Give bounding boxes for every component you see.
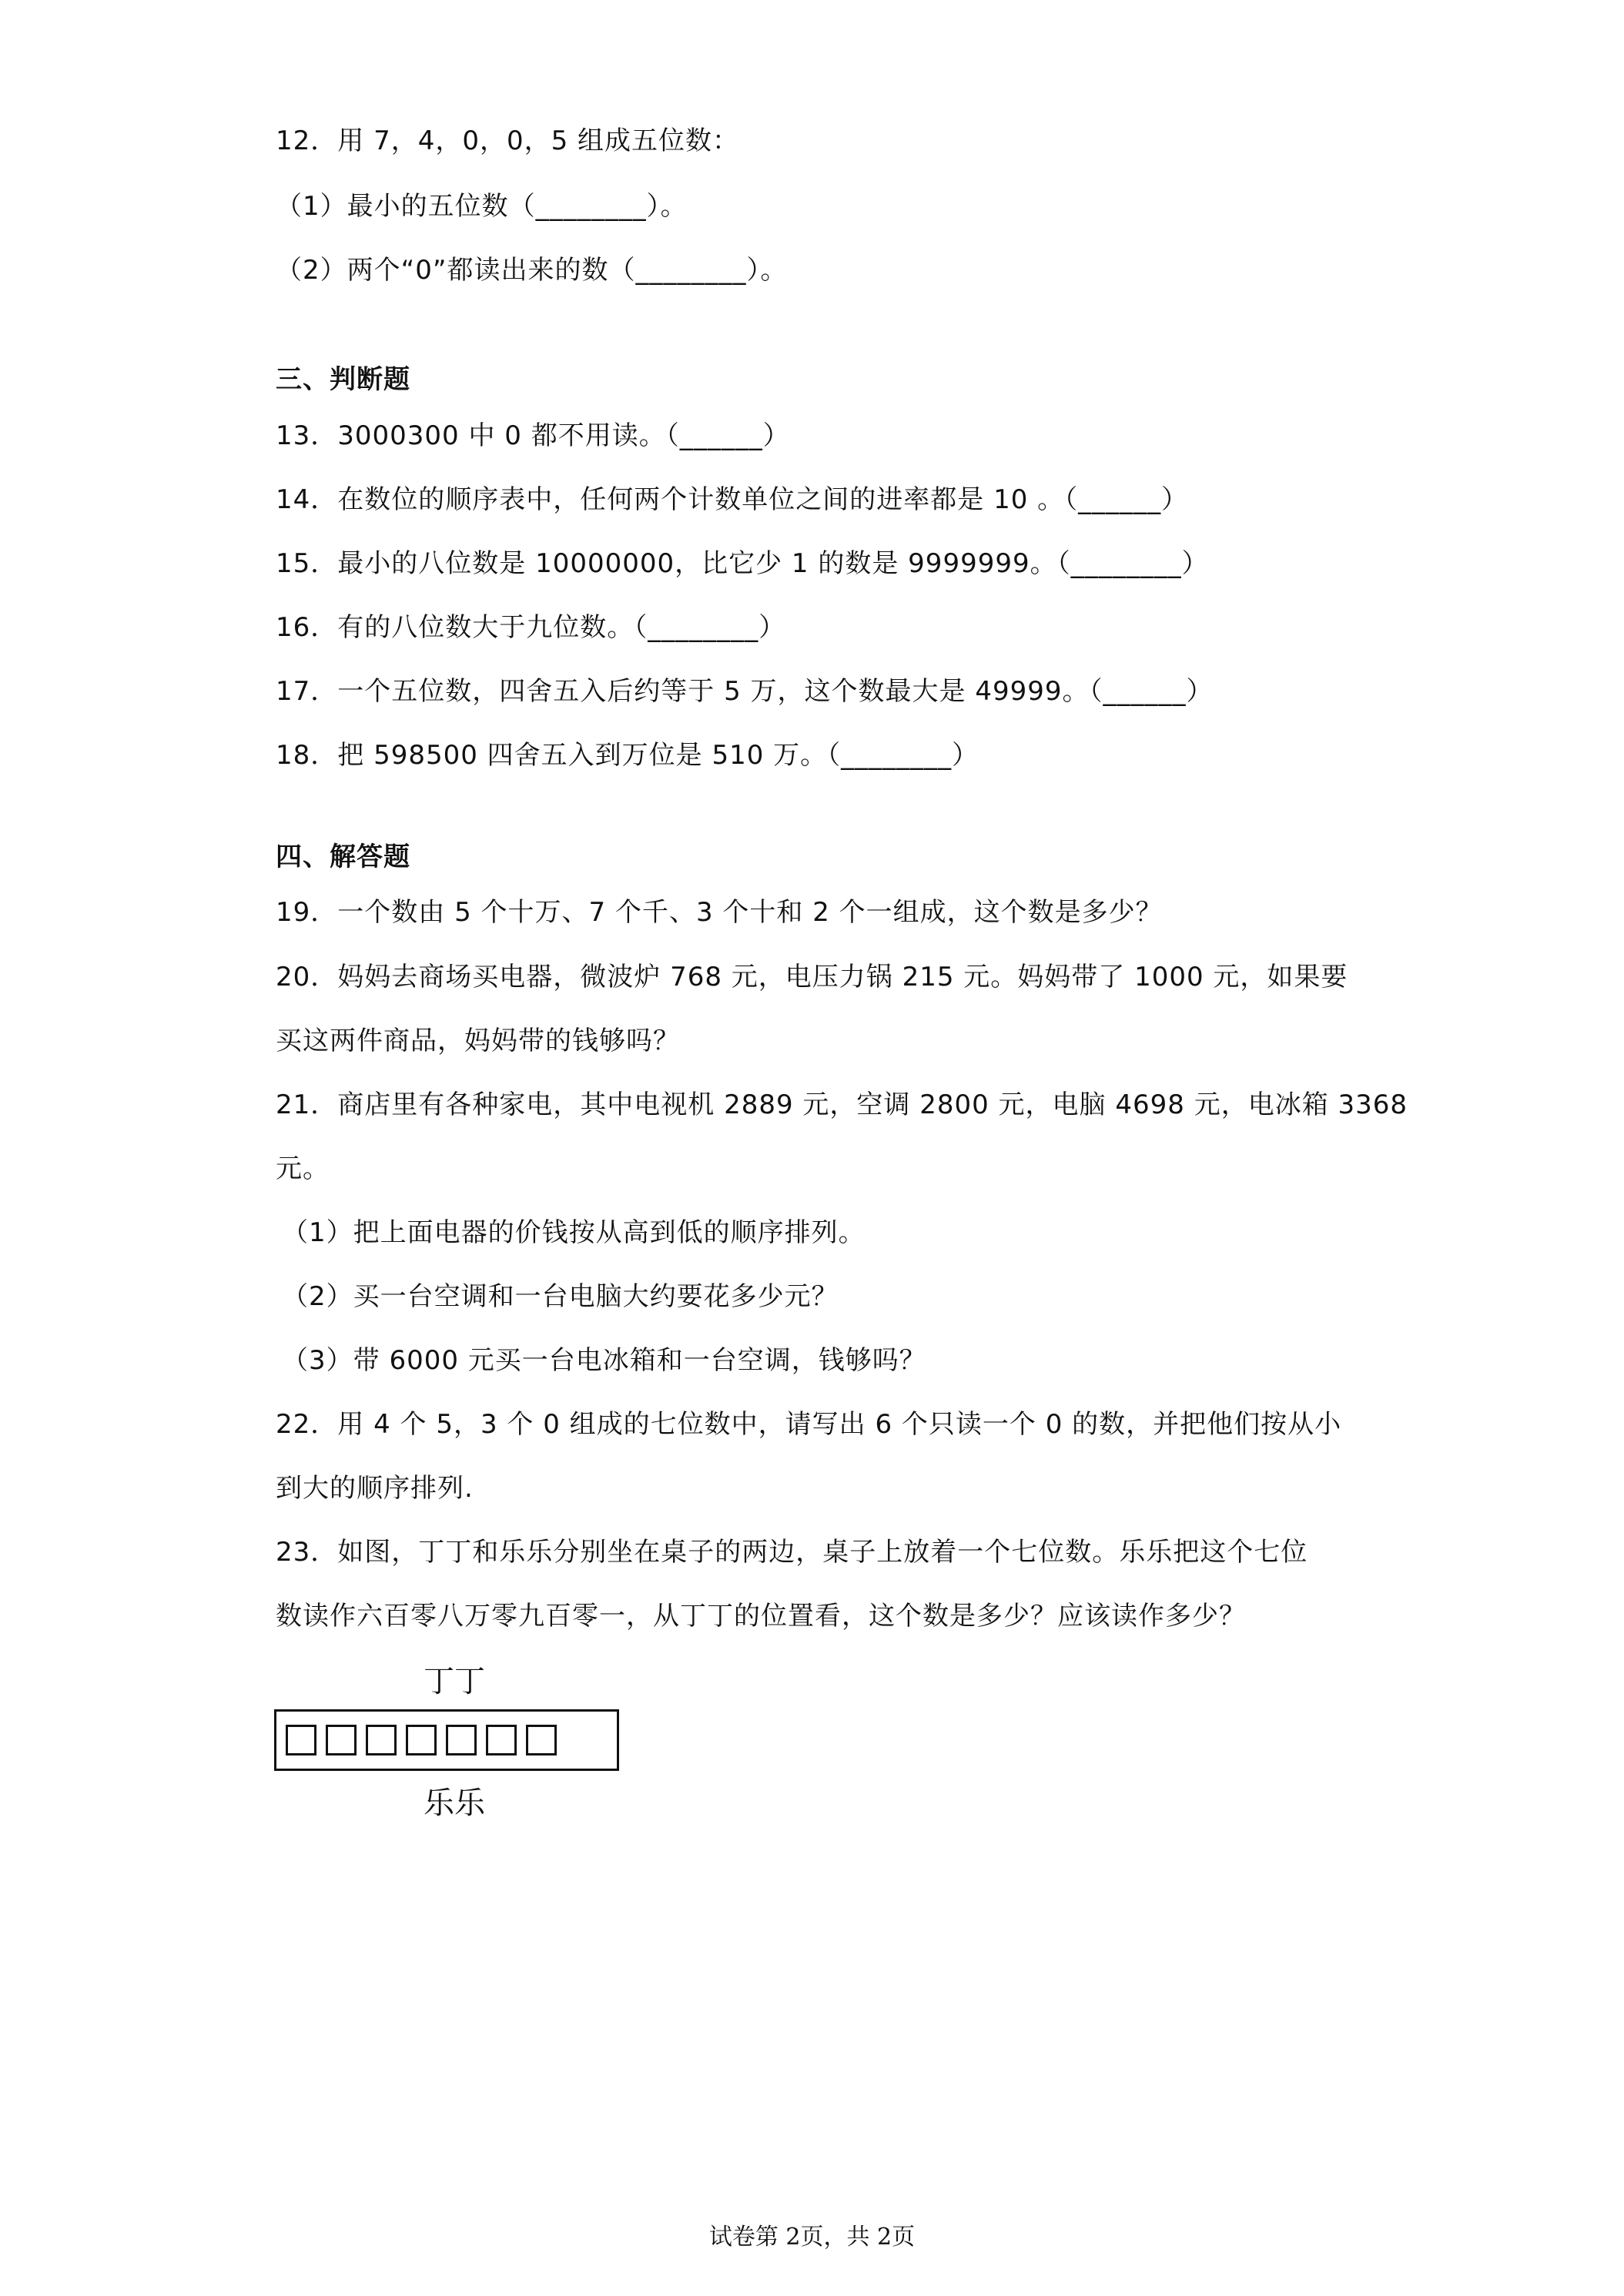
digit-box	[406, 1725, 437, 1755]
digit-box	[486, 1725, 517, 1755]
question-line: 14．在数位的顺序表中，任何两个计数单位之间的进率都是 10 。（______）	[276, 484, 1189, 515]
question-line: （2）买一台空调和一台电脑大约要花多少元？	[282, 1281, 839, 1312]
question-line: 18．把 598500 四舍五入到万位是 510 万。（________）	[276, 740, 979, 771]
question-line: 数读作六百零八万零九百零一，从丁丁的位置看，这个数是多少？应该读作多少？	[276, 1601, 1246, 1632]
question-line: 13．3000300 中 0 都不用读。（______）	[276, 420, 790, 451]
digit-box	[526, 1725, 557, 1755]
lele-label: 乐乐	[424, 1786, 485, 1821]
digit-box	[326, 1725, 357, 1755]
question-line: （1）把上面电器的价钱按从高到低的顺序排列。	[282, 1217, 866, 1248]
question-line: （3）带 6000 元买一台电冰箱和一台空调，钱够吗？	[282, 1345, 926, 1376]
question-line: 15．最小的八位数是 10000000，比它少 1 的数是 9999999。（________）	[276, 548, 1209, 579]
desk-number-box	[274, 1709, 619, 1771]
table-figure	[273, 1663, 627, 1832]
digit-box	[446, 1725, 477, 1755]
question-line: 17．一个五位数，四舍五入后约等于 5 万，这个数最大是 49999。（______）	[276, 676, 1214, 707]
question-line: 买这两件商品，妈妈带的钱够吗？	[276, 1026, 680, 1056]
question-line: （1）最小的五位数（________）。	[276, 191, 688, 222]
question-line: 23．如图，丁丁和乐乐分别坐在桌子的两边，桌子上放着一个七位数。乐乐把这个七位	[276, 1537, 1308, 1568]
digit-box	[286, 1725, 316, 1755]
question-line: 16．有的八位数大于九位数。（________）	[276, 612, 786, 643]
dingding-label: 丁丁	[424, 1664, 485, 1699]
section-heading: 三、判断题	[276, 364, 410, 395]
section-heading: 四、解答题	[276, 842, 410, 872]
question-line: 19．一个数由 5 个十万、7 个千、3 个十和 2 个一组成，这个数是多少？	[276, 897, 1163, 928]
question-line: 元。	[276, 1153, 330, 1184]
question-line: 12．用 7，4，0，0，5 组成五位数：	[276, 126, 740, 156]
page-footer: 试卷第 2页，共 2页	[708, 2224, 916, 2251]
question-line: （2）两个“0”都读出来的数（________）。	[276, 255, 788, 286]
question-line: 到大的顺序排列.	[276, 1473, 474, 1504]
question-line: 22．用 4 个 5，3 个 0 组成的七位数中，请写出 6 个只读一个 0 的数，并把他们按从小	[276, 1409, 1342, 1440]
digit-box	[366, 1725, 397, 1755]
question-line: 21．商店里有各种家电，其中电视机 2889 元，空调 2800 元，电脑 4698 元，电冰箱 3368	[276, 1089, 1408, 1120]
question-line: 20．妈妈去商场买电器，微波炉 768 元，电压力锅 215 元。妈妈带了 1000 元，如果要	[276, 962, 1348, 992]
